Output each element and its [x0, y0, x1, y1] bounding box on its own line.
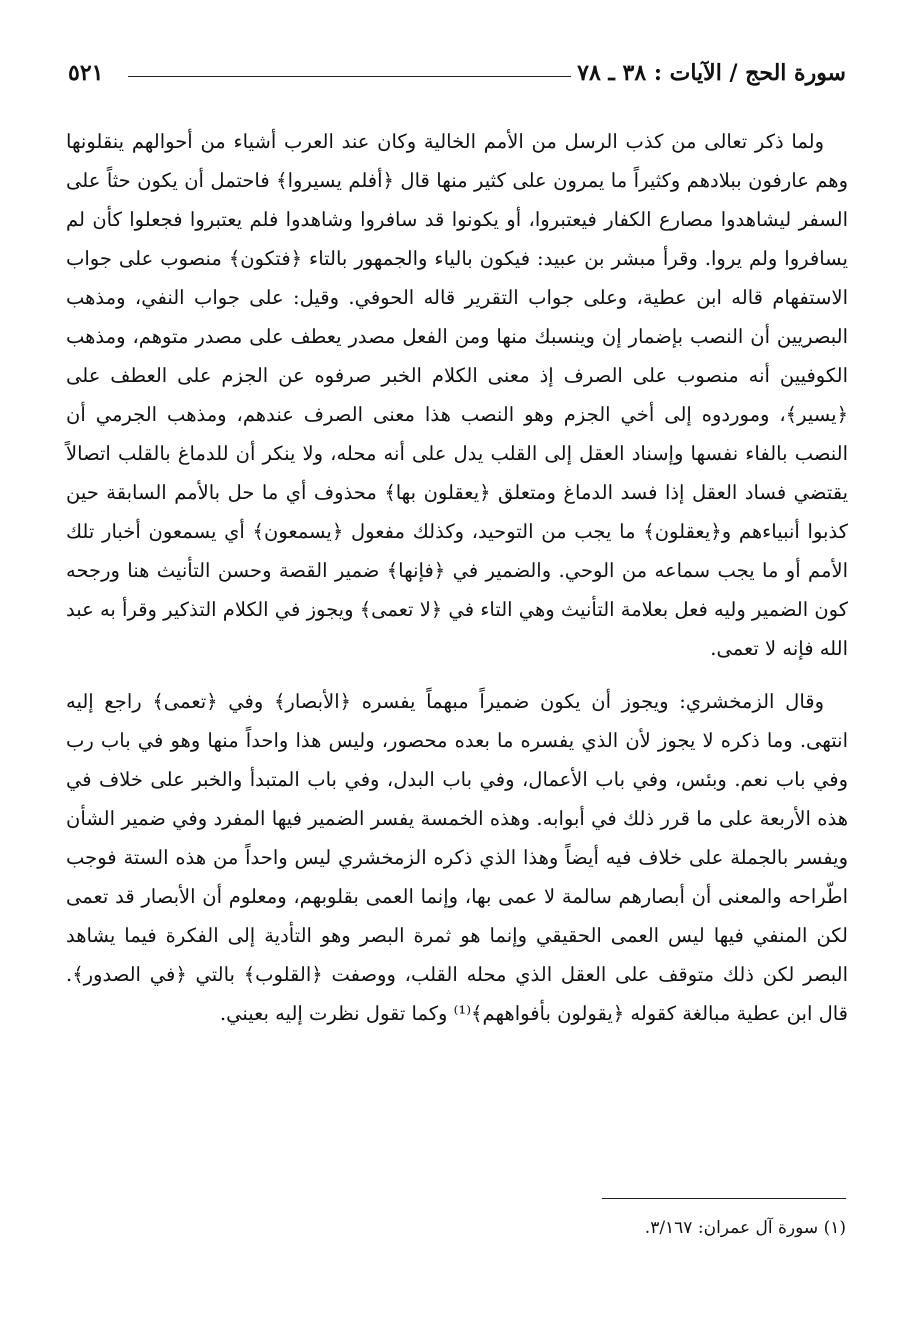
page-number: ٥٢١	[68, 60, 104, 86]
page-header	[68, 56, 846, 96]
footnote-rule	[602, 1198, 846, 1199]
body-text	[66, 122, 848, 1033]
running-title: سورة الحج / الآيات : ٣٨ ـ ٧٨	[577, 60, 846, 86]
paragraph: وقال الزمخشري: ويجوز أن يكون ضميراً مبهماً يفسره ﴿الأبصار﴾ وفي ﴿تعمى﴾ راجع إليه انتهى. وما ذكره لا يجوز لأن الذي يفسره ما بعده محصور، وليس هذا واحداً منها وهو في باب رب وفي باب نعم. وبئس، وفي باب الأعمال، وفي باب البدل، وفي باب المتبدأ والخبر على خلاف في هذه الأربعة على ما قرر ذلك في أبوابه. وهذه الخمسة يفسر الضمير فيها المفرد وفي ضمير الشأن ويفسر بالجملة على خلاف فيه أيضاً وهذا الذي ذكره الزمخشري ليس واحداً من هذه الستة فوجب اطّراحه والمعنى أن أبصارهم سالمة لا عمى بها، وإنما العمى بقلوبهم، ومعلوم أن الأبصار قد تعمى لكن المنفي فيها ليس العمى الحقيقي وإنما هو ثمرة البصر وهو التأدية إلى الفكرة فيما يشاهد البصر لكن ذلك متوقف على العقل الذي محله القلب، ووصفت ﴿القلوب﴾ بالتي ﴿في الصدور﴾. قال ابن عطية مبالغة كقوله ﴿يقولون بأفواههم﴾⁽¹⁾ وكما تقول نظرت إليه بعيني.	[66, 690, 848, 1025]
footnote: (١) سورة آل عمران: ٣/١٦٧.	[644, 1218, 846, 1238]
header-rule	[128, 76, 571, 77]
paragraph: ولما ذكر تعالى من كذب الرسل من الأمم الخالية وكان عند العرب أشياء من أحوالهم ينقلونها وهم عارفون ببلادهم وكثيراً ما يمرون على كثير منها قال ﴿أفلم يسيروا﴾ فاحتمل أن يكون حثاً على السفر ليشاهدوا مصارع الكفار فيعتبروا، أو يكونوا قد سافروا وشاهدوا فلم يعتبروا فجعلوا كأن لم يسافروا ولم يروا. وقرأ مبشر بن عبيد: فيكون بالياء والجمهور بالتاء ﴿فتكون﴾ منصوب على جواب الاستفهام قاله ابن عطية، وعلى جواب التقرير قاله الحوفي. وقيل: على جواب النفي، ومذهب البصريين أن النصب بإضمار إن وينسبك منها ومن الفعل مصدر يعطف على مصدر متوهم، ومذهب الكوفيين أنه منصوب على الصرف إذ معنى الكلام الخبر صرفوه عن الجزم على العطف على ﴿يسير﴾، وموردوه إلى أخي الجزم وهو النصب هذا معنى الصرف عندهم، ومذهب الجرمي أن النصب بالفاء نفسها وإسناد العقل إلى القلب يدل على أنه محله، ولا ينكر أن للدماغ بالقلب اتصالاً يقتضي فساد العقل إذا فسد الدماغ ومتعلق ﴿يعقلون بها﴾ محذوف أي ما حل بالأمم السابقة حين كذبوا أنبياءهم و﴿يعقلون﴾ ما يجب من التوحيد، وكذلك مفعول ﴿يسمعون﴾ أي يسمعون أخبار تلك الأمم أو ما يجب سماعه من الوحي. والضمير في ﴿فإنها﴾ ضمير القصة وحسن التأنيث هنا ورجحه كون الضمير وليه فعل بعلامة التأنيث وهي التاء في ﴿لا تعمى﴾ ويجوز في الكلام التذكير وقرأ به عبد الله فإنه لا تعمى.	[66, 130, 848, 660]
